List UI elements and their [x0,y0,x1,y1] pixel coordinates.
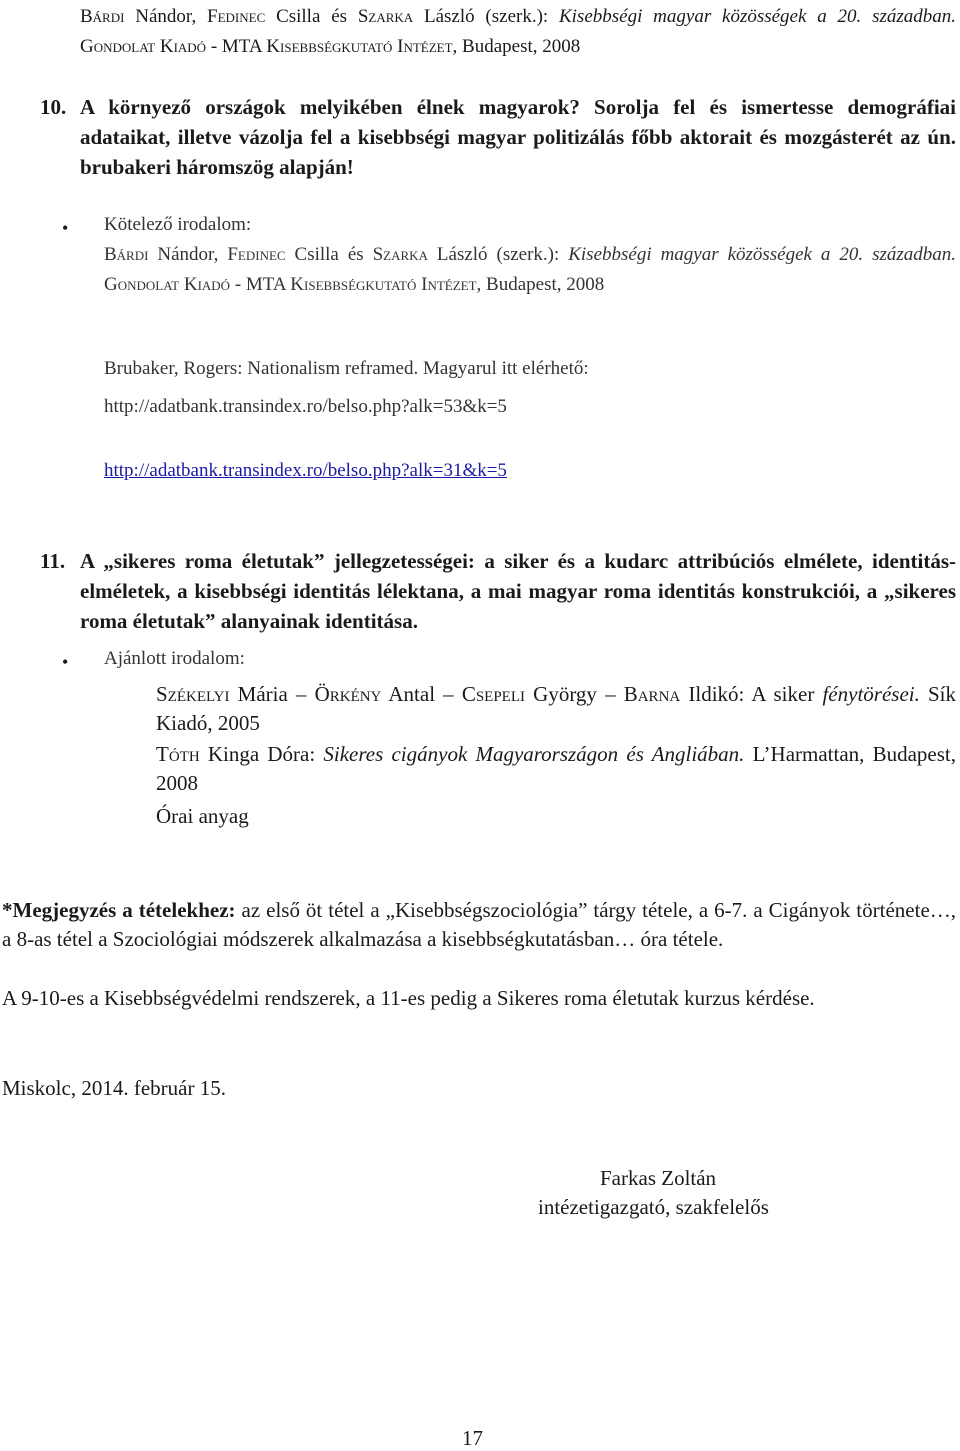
author-1-first: Nándor, [135,6,197,27]
question-text: A „sikeres roma életutak” jellegzetességei: a siker és a kudarc attribúciós elmélete, identitás-elméletek, a kisebbségi identitás lélektana, a mai magyar roma identitás konstrukciói, a „sikeres roma életutak” alanyainak identitása. [80,549,956,633]
author-3: Szarka [357,6,414,27]
author-3-first: György – [533,682,616,706]
book-title: Kisebbségi magyar közösségek a 20. században. [558,6,956,27]
note-paragraph [2,896,956,954]
author-1-first: Kinga Dóra: [207,742,316,766]
author-3: Szarka [372,244,428,265]
publication-place: , Budapest, 2008 [452,36,581,57]
publication-place: , Budapest, 2008 [476,274,605,295]
question-text: A környező országok melyikében élnek magyarok? Sorolja fel és ismertesse demográfiai adataikat, illetve vázolja fel a kisebbségi magyar politizálás főbb aktorait és mozgásterét az ún. brubakeri háromszög alapján! [80,95,956,179]
question-number: 10. [40,95,67,119]
url-2-link[interactable]: http://adatbank.transindex.ro/belso.php?alk=31&k=5 [104,460,507,481]
author-1: Bárdi [80,6,125,27]
author-3: Csepeli [461,682,526,706]
recommended-literature-label: Ajánlott irodalom: [104,648,245,669]
note-label: *Megjegyzés a tételekhez: [2,898,236,922]
question-number: 11. [40,549,66,573]
author-2: Fedinec [227,244,286,265]
author-1-first: Nándor, [157,244,219,265]
note-text-2: A 9-10-es a Kisebbségvédelmi rendszerek, a 11-es pedig a Sikeres roma életutak kurzus kérdése. [2,986,815,1010]
bullet-icon: • [62,652,69,672]
author-3-first: László (szerk.): [436,244,560,265]
bullet-icon: • [62,218,69,238]
author-1-first: Mária – [237,682,307,706]
author-2-first: Csilla és [294,244,364,265]
page-number: 17 [462,1426,483,1450]
question-10 [40,92,956,182]
author-2: Örkény [314,682,382,706]
publisher: Sík Kiadó, 2005 [156,682,957,735]
author-2: Fedinec [207,6,266,27]
book-title: Kisebbségi magyar közösségek a 20. században. [568,244,957,265]
author-1: Székelyi [156,682,230,706]
note-text-1: az első öt tétel a „Kisebbségszociológia” tárgy tétele, a 6-7. a Cigányok története…, a 8-as tétel a Szociológiai módszerek alkalmazása a kisebbségkutatásban… óra tétele. [2,898,957,951]
required-literature-citation [104,240,956,300]
author-4-first: Ildikó: A siker [688,682,815,706]
signature-title: intézetigazgató, szakfelelős [538,1195,769,1219]
url-1: http://adatbank.transindex.ro/belso.php?alk=53&k=5 [104,396,507,417]
author-1: Bárdi [104,244,149,265]
recommended-reference-2 [156,740,956,798]
publisher: Gondolat Kiadó - MTA Kisebbségkutató Intézet [80,36,453,57]
author-1: Tóth [156,742,200,766]
author-2-first: Csilla és [276,6,348,27]
brubaker-reference: Brubaker, Rogers: Nationalism reframed. Magyarul itt elérhető: [104,358,589,379]
question-11 [40,546,956,636]
header-citation [80,2,956,62]
book-title: fénytörései. [822,682,920,706]
signature-name: Farkas Zoltán [600,1166,717,1190]
place-date: Miskolc, 2014. február 15. [2,1076,226,1100]
book-title: Sikeres cigányok Magyarországon és Angliában. [323,742,745,766]
publisher: Gondolat Kiadó - MTA Kisebbségkutató Intézet [104,274,477,295]
author-4: Barna [623,682,681,706]
author-2-first: Antal – [388,682,454,706]
required-literature-label: Kötelező irodalom: [104,214,252,235]
publisher: L’Harmattan, Budapest, 2008 [156,742,957,795]
recommended-reference-1 [156,680,956,738]
author-3-first: László (szerk.): [423,6,549,27]
recommended-reference-3: Órai anyag [156,804,249,828]
